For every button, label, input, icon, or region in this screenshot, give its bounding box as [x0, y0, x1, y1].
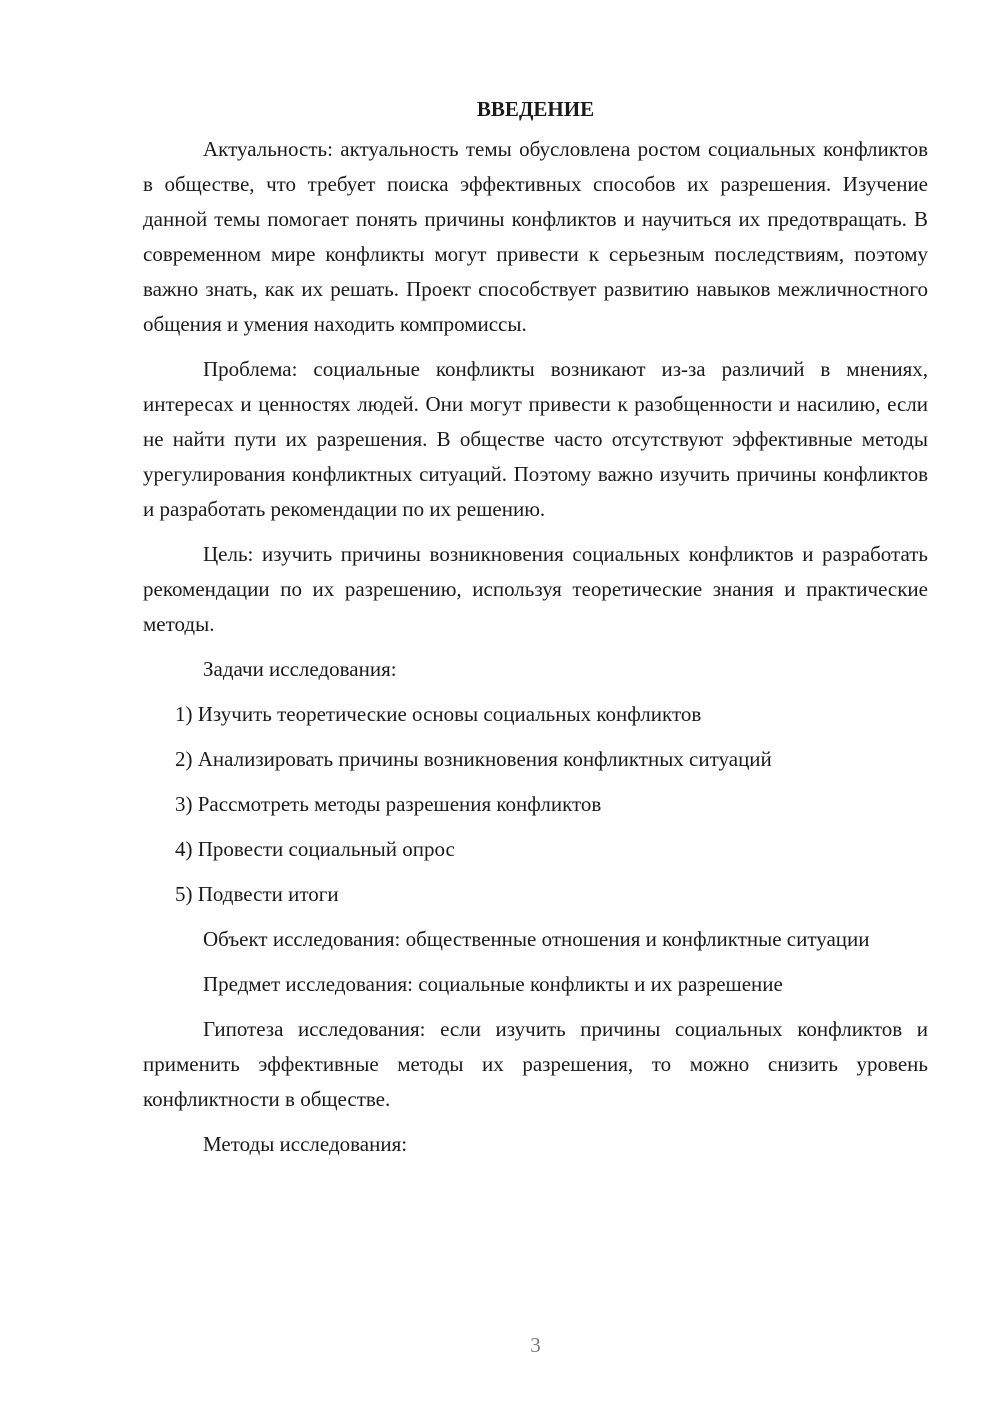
- list-item: 5) Подвести итоги: [175, 882, 339, 906]
- list-item: 2) Анализировать причины возникновения конфликтных ситуаций: [175, 747, 772, 771]
- tasks-heading: Задачи исследования:: [203, 657, 397, 681]
- object-paragraph: Объект исследования: общественные отношения и конфликтные ситуации: [203, 927, 870, 951]
- page-content: [143, 90, 928, 1172]
- list-item: 1) Изучить теоретические основы социальных конфликтов: [175, 702, 702, 726]
- methods-heading: Методы исследования:: [203, 1132, 408, 1156]
- relevance-paragraph: Актуальность: актуальность темы обусловлена ростом социальных конфликтов в обществе, что требует поиска эффективных способов их разрешения. Изучение данной темы помогает понять причины конфликтов и научиться их предотвращать. В современном мире конфликты могут привести к серьезным последствиям, поэтому важно знать, как их решать. Проект способствует развитию навыков межличностного общения и умения находить компромиссы.: [143, 137, 928, 336]
- list-item: 3) Рассмотреть методы разрешения конфликтов: [175, 792, 602, 816]
- page-title: ВВЕДЕНИЕ: [476, 97, 595, 121]
- subject-paragraph: Предмет исследования: социальные конфликты и их разрешение: [203, 972, 783, 996]
- page-number: 3: [530, 1333, 541, 1357]
- list-item: 4) Провести социальный опрос: [175, 837, 455, 861]
- goal-paragraph: Цель: изучить причины возникновения социальных конфликтов и разработать рекомендации по их разрешению, используя теоретические знания и практические методы.: [143, 542, 928, 636]
- hypothesis-paragraph: Гипотеза исследования: если изучить причины социальных конфликтов и применить эффективные методы их разрешения, то можно снизить уровень конфликтности в обществе.: [143, 1017, 928, 1111]
- tasks-list: [143, 697, 928, 912]
- problem-paragraph: Проблема: социальные конфликты возникают из-за различий в мнениях, интересах и ценностях людей. Они могут привести к разобщенности и насилию, если не найти пути их разрешения. В обществе часто отсутствуют эффективные методы урегулирования конфликтных ситуаций. Поэтому важно изучить причины конфликтов и разработать рекомендации по их решению.: [143, 357, 928, 521]
